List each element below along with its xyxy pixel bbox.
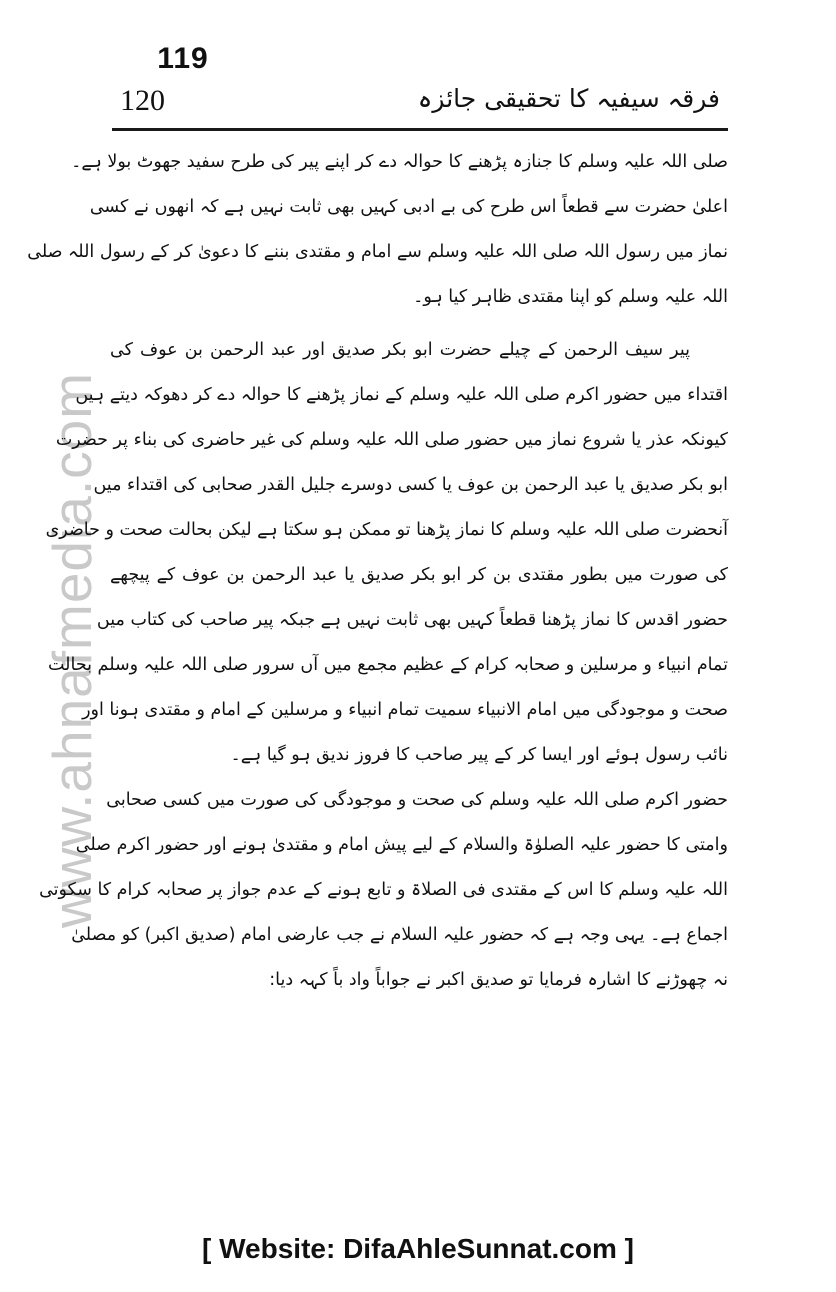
text-line: کی صورت میں بطور مقتدی بن کر ابو بکر صدیق یا عبد الرحمن بن عوف کے پیچھے [110, 565, 728, 585]
text-line: اقتداء میں حضور اکرم صلی اللہ علیہ وسلم کے نماز پڑھنے کا حوالہ دے کر دھوکہ دیتے ہیں [75, 385, 728, 405]
outer-page-number: 119 [157, 42, 209, 75]
text-line: اجماع ہے۔ یہی وجہ ہے کہ حضور علیہ السلام نے جب عارضی امام (صدیق اکبر) کو مصلیٰ [71, 925, 728, 945]
text-line: کیونکہ عذر یا شروع نماز میں حضور صلی اللہ علیہ وسلم کی غیر حاضری کی بناء پر حضرت [55, 430, 728, 450]
text-line: وامتی کا حضور علیہ الصلوٰۃ والسلام کے لیے پیش امام و مقتدیٰ ہونے اور حضور اکرم صلی [75, 835, 728, 855]
paragraph-gap [110, 320, 728, 328]
text-line: اعلیٰ حضرت سے قطعاً اس طرح کی بے ادبی کہیں بھی ثابت نہیں ہے کہ انھوں نے کسی [89, 197, 728, 217]
text-line: صلی اللہ علیہ وسلم کا جنازہ پڑھنے کا حوالہ دے کر اپنے پیر کی طرح سفید جھوٹ بولا ہے۔ [71, 152, 728, 172]
text-line: حضور اقدس کا نماز پڑھنا قطعاً کہیں بھی ثابت نہیں ہے جبکہ پیر صاحب کی کتاب میں [96, 610, 728, 630]
text-line: ابو بکر صدیق یا عبد الرحمن بن عوف یا کسی دوسرے جلیل القدر صحابی کی اقتداء میں [93, 475, 728, 495]
header-divider [112, 128, 728, 131]
text-line: آنحضرت صلی اللہ علیہ وسلم کا نماز پڑھنا تو ممکن ہو سکتا ہے لیکن بحالت صحت و حاضری [45, 520, 728, 540]
text-line: پیر سیف الرحمن کے چیلے حضرت ابو بکر صدیق اور عبد الرحمن بن عوف کی [110, 340, 690, 360]
watermark: www.ahnafmedia.com [41, 371, 103, 929]
text-line: صحت و موجودگی میں امام الانبیاء سمیت تمام انبیاء و مرسلین کے امام و مقتدی ہونا اور [82, 700, 728, 720]
text-line: نہ چھوڑنے کا اشارہ فرمایا تو صدیق اکبر نے جواباً واد باً کہہ دیا: [269, 970, 728, 990]
text-line: حضور اکرم صلی اللہ علیہ وسلم کی صحت و موجودگی کی صورت میں کسی صحابی [106, 790, 728, 810]
website-footer: [ Website: DifaAhleSunnat.com ] [202, 1233, 634, 1264]
text-line: تمام انبیاء و مرسلین و صحابہ کرام کے عظیم مجمع میں آں سرور صلی اللہ علیہ وسلم بحالت [47, 655, 728, 675]
text-line: نماز میں رسول اللہ صلی اللہ علیہ وسلم سے امام و مقتدی بننے کا دعویٰ کر کے رسول اللہ صلی [27, 242, 728, 262]
text-line: اللہ علیہ وسلم کا اس کے مقتدی فی الصلاۃ و تابع ہونے کے عدم جواز پر صحابہ کرام کا سکوتی [39, 880, 728, 900]
book-title: فرقہ سیفیہ کا تحقیقی جائزہ [417, 84, 720, 113]
text-line: اللہ علیہ وسلم کو اپنا مقتدی ظاہر کیا ہو۔ [413, 287, 728, 307]
text-line: نائب رسول ہوئے اور ایسا کر کے پیر صاحب کا فروز ندیق ہو گیا ہے۔ [230, 745, 728, 765]
inner-page-number: 120 [120, 84, 165, 117]
page-header [112, 82, 726, 128]
